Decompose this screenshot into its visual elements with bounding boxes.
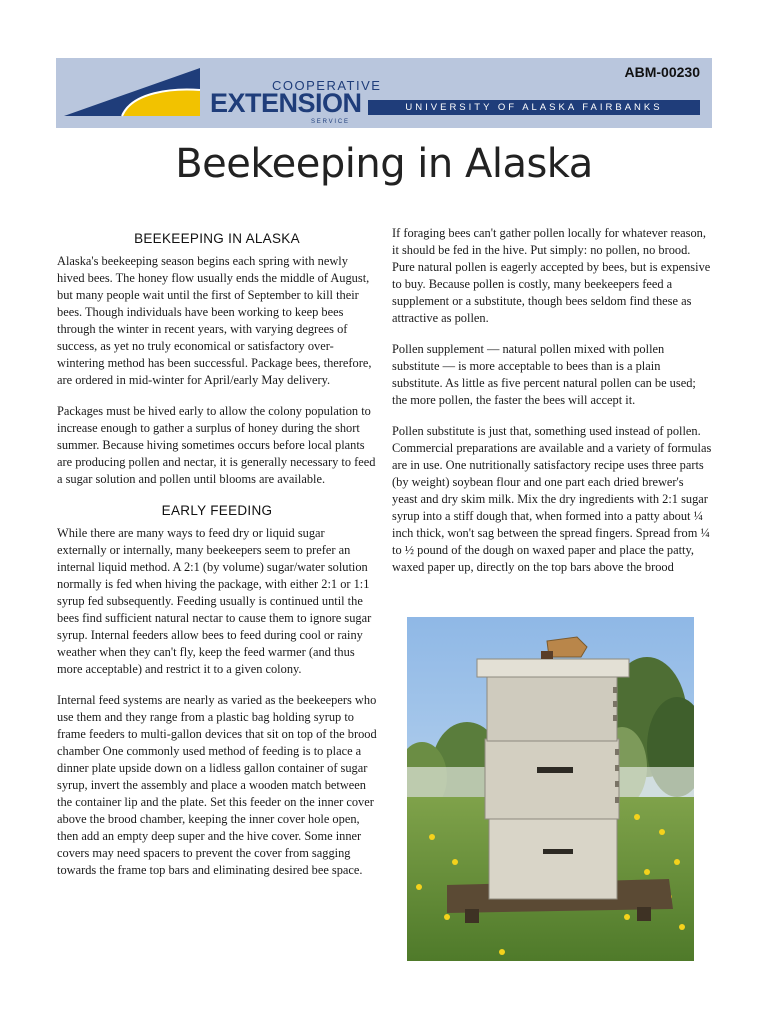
paragraph: While there are many ways to feed dry or liquid sugar externally or internally, many beekeepers seem to prefer an internal liquid method. A 2:1 (by volume) sugar/water solution normally is fed when hiving the package, with either 2:1 or 1:1 syrup fed subsequently. Feeding usually is continued until the bees find sufficient natural nectar to cause them to ignore sugar syrup. Internal feeders allow bees to feed during cool or rainy weather when they can't fly, keep the feed warmer (and thus more acceptable) and restrict it to a given colony. <box>57 526 372 676</box>
logo-service-text: SERVICE <box>311 119 350 125</box>
right-column <box>392 225 712 590</box>
paragraph: Alaska's beekeeping season begins each spring with newly hived bees. The honey flow usually ends the middle of August, but many people wait until the first of September to kill their bees. Though individuals have been working to keep bees through the winter in recent years, with varying degrees of success, as yet no truly economical or satisfactory over-wintering method has been successful. Package bees, therefore, are ordered in mid-winter for April/early May delivery. <box>57 254 372 387</box>
section-heading-early-feeding: EARLY FEEDING <box>161 503 273 518</box>
extension-header-band <box>56 58 712 128</box>
paragraph: If foraging bees can't gather pollen locally for whatever reason, it should be fed in the hive. Put simply: no pollen, no brood. Pure natural pollen is eagerly accepted by bees, but is expensive to buy. Because pollen is costly, many beekeepers feed a supplement or a substitute, though bees seldom find these as attractive as pollen. <box>392 226 711 325</box>
paragraph: Pollen substitute is just that, something used instead of pollen. Commercial preparations are available and a variety of formulas are in use. One nutritionally satisfactory recipe uses three parts (by weight) soybean flour and one part each dried brewer's yeast and dry skim milk. Mix the dry ingredients with 2:1 sugar syrup into a stiff dough that, when formed into a patty about ¼ inch thick, won't sag between the spread fingers. Spread from ¼ to ½ pound of the dough on waxed paper and place the patty, waxed paper up, directly on the top bars above the brood <box>392 424 712 574</box>
logo-cooperative-text: COOPERATIVE <box>272 78 382 93</box>
university-bar: UNIVERSITY OF ALASKA FAIRBANKS <box>368 100 700 115</box>
logo-extension-text: EXTENSION <box>210 88 362 118</box>
beehive-photo <box>407 617 694 961</box>
paragraph: Packages must be hived early to allow the colony population to increase enough to gather a surplus of honey during the short summer. Because hiving sometimes occurs before local plants are producing pollen and nectar, it is generally necessary to feed a sugar solution and pollen until blooms are available. <box>57 404 376 486</box>
paragraph: Internal feed systems are nearly as varied as the beekeepers who use them and they range from a plastic bag holding syrup to frame feeders to multi-gallon devices that sit on top of the brood chamber One commonly used method of feeding is to place a dinner plate upside down on a lidless gallon container of sugar syrup, invert the assembly and place a wooden match between the container lip and the plate. Set this feeder on the inner cover above the brood chamber, keeping the inner cover hole open, then add an empty deep super and the hive cover. Some inner covers may need spacers to prevent the cover from sagging towards the frame top bars and eliminating desired bee space. <box>57 693 377 877</box>
left-column <box>57 230 377 893</box>
beehive-image-icon <box>407 617 694 961</box>
publication-code: ABM-00230 <box>624 64 700 80</box>
section-heading-beekeeping: BEEKEEPING IN ALASKA <box>134 231 300 246</box>
paragraph: Pollen supplement — natural pollen mixed with pollen substitute — is more acceptable to bees than is a plain substitute. As little as five percent natural pollen can be used; the more pollen, the faster the bees will accept it. <box>392 342 696 407</box>
page-title: Beekeeping in Alaska <box>175 141 593 187</box>
